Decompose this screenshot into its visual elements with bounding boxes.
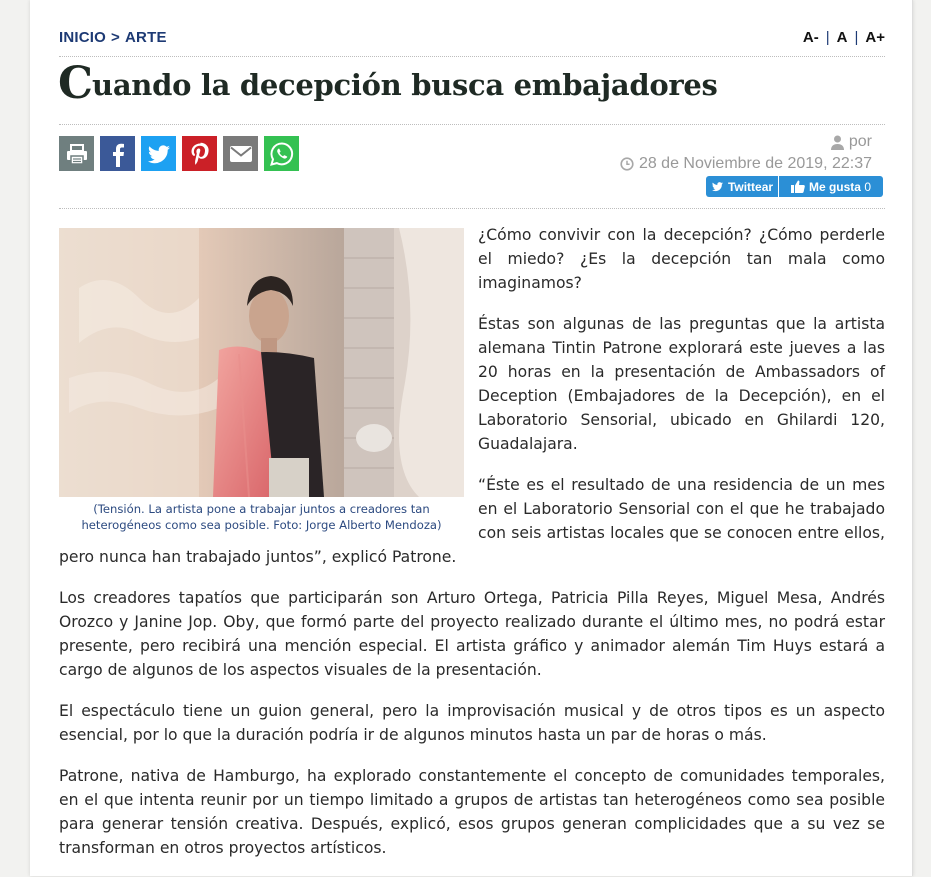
article-meta [620,131,872,175]
breadcrumb-home-link[interactable]: INICIO [59,28,107,46]
divider [59,208,885,209]
title-initial: C [58,58,93,109]
twitter-icon [711,181,724,192]
article-page [30,0,913,876]
author-prefix: por [848,133,872,150]
paragraph: Patrone, nativa de Hamburgo, ha explorado constantemente el concepto de comunidades temporales, en el que intenta reunir por un tiempo limitado a grupos de artistas tan heterogéneos como sea posible para generar tensión creativa. Después, explicó, esos grupos generan complicidades que a su vez se transforman en otros proyectos artísticos. [59,767,885,857]
top-bar [59,24,885,50]
title-text: uando la decepción busca embajadores [92,68,718,102]
facebook-share-button[interactable] [100,136,135,171]
font-divider: | [825,28,830,46]
pinterest-icon [187,141,213,167]
image-caption: (Tensión. La artista pone a trabajar juntos a creadores tan heterogéneos como sea posible. Foto: Jorge Alberto Mendoza) [81,502,442,532]
email-icon [228,141,254,167]
photo-artist-image [59,228,464,497]
article-figure [59,228,464,533]
font-divider: | [854,28,859,46]
share-bar [59,136,305,171]
paragraph: “Éste es el resultado de una residencia de un mes en el Laboratorio Sensorial con el que he trabajado con seis artistas locales que se conocen entre ellos, pero nunca han trabajado juntos”, explicó Patrone. [59,476,885,566]
font-decrease-button[interactable]: A- [802,28,819,46]
breadcrumb [59,29,167,46]
paragraph: ¿Cómo convivir con la decepción? ¿Cómo perderle el miedo? ¿Es la decepción tan mala como imaginamos? [478,226,885,292]
facebook-icon [105,141,131,167]
breadcrumb-section-link[interactable]: ARTE [125,28,167,46]
clock-icon [620,157,634,171]
email-share-button[interactable] [223,136,258,171]
like-button[interactable] [778,176,883,197]
user-icon [831,135,844,150]
print-button[interactable] [59,136,94,171]
whatsapp-share-button[interactable] [264,136,299,171]
divider [59,56,885,57]
font-increase-button[interactable]: A+ [865,28,885,46]
author-line [620,131,872,153]
tweet-label: Twittear [727,179,774,194]
article-title [58,58,888,111]
date-line [620,153,872,175]
paragraph: Éstas son algunas de las preguntas que la artista alemana Tintin Patrone explorará este jueves a las 20 horas en la presentación de Ambassadors of Deception (Embajadores de la Decepción), en el Laboratorio Sensorial, ubicado en Ghilardi 120, Guadalajara. [478,315,885,453]
article-body [59,223,885,877]
pinterest-share-button[interactable] [182,136,217,171]
whatsapp-icon [269,141,295,167]
print-icon [64,141,90,167]
like-count: 0 [864,179,872,194]
like-label: Me gusta [808,179,861,194]
tweet-button[interactable] [706,176,778,197]
font-normal-button[interactable]: A [836,28,848,46]
social-buttons [706,176,883,197]
twitter-share-button[interactable] [141,136,176,171]
divider [59,124,885,125]
article-photo[interactable] [59,228,464,497]
font-size-controls [803,29,885,46]
breadcrumb-separator: > [111,28,121,46]
paragraph: El espectáculo tiene un guion general, pero la improvisación musical y de otros tipos es un aspecto esencial, por lo que la duración podría ir de algunos minutos hasta un par de horas o más. [59,702,885,744]
twitter-icon [146,141,172,167]
publish-date: 28 de Noviembre de 2019, 22:37 [638,155,872,172]
paragraph: Los creadores tapatíos que participarán son Arturo Ortega, Patricia Pilla Reyes, Miguel Mesa, Andrés Orozco y Janine Jop. Oby, que formó parte del proyecto realizado durante el último mes, no podrá estar presente, pero recibirá una mención especial. El artista gráfico y animador alemán Tim Huys estará a cargo de algunos de los aspectos visuales de la presentación. [59,589,885,679]
thumbs-up-icon [791,180,805,193]
